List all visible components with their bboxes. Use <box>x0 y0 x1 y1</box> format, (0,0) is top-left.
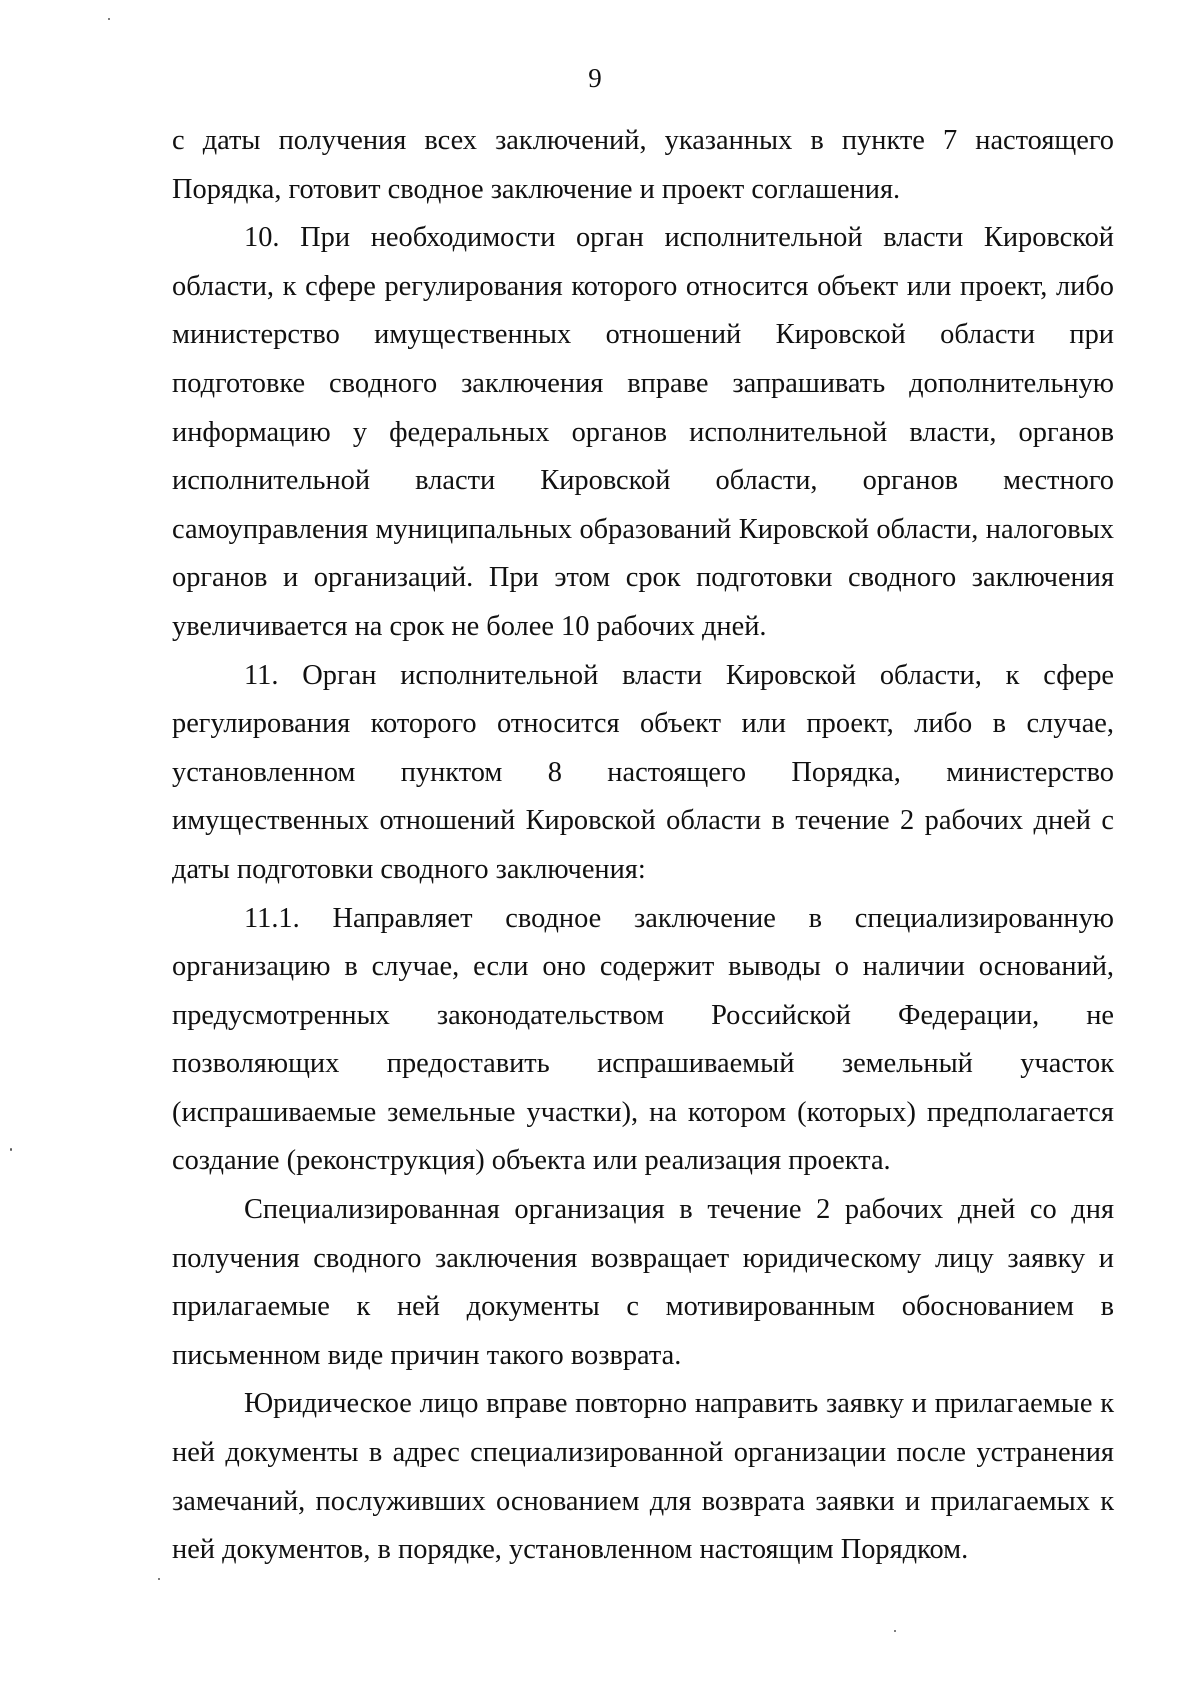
scan-speck <box>158 1578 160 1580</box>
paragraph-item-11-1: 11.1. Направляет сводное заключение в специализированную организацию в случае, если оно содержит выводы о наличии оснований, предусмотренных законодательством Российской Федерации, не позволяющих предоставить испрашиваемый земельный участок (испрашиваемые земельные участки), на котором (которых) предполагается создание (реконструкция) объекта или реализация проекта. <box>172 902 1114 1177</box>
scan-speck <box>894 1630 896 1632</box>
scan-speck <box>108 18 110 20</box>
document-body <box>172 117 1114 1575</box>
scan-speck <box>10 1148 12 1151</box>
paragraph-item-10: 10. При необходимости орган исполнительной власти Кировской области, к сфере регулирования которого относится объект или проект, либо министерство имущественных отношений Кировской области при подготовке сводного заключения вправе запрашивать дополнительную информацию у федеральных органов исполнительной власти, органов исполнительной власти Кировской области, органов местного самоуправления муниципальных образований Кировской области, налоговых органов и организаций. При этом срок подготовки сводного заключения увеличивается на срок не более 10 рабочих дней. <box>172 222 1114 642</box>
paragraph-return-procedure: Специализированная организация в течение 2 рабочих дней со дня получения сводного заключения возвращает юридическому лицу заявку и прилагаемые к ней документы с мотивированным обоснованием в письменном виде причин такого возврата. <box>172 1194 1114 1371</box>
paragraph-resubmission: Юридическое лицо вправе повторно направить заявку и прилагаемые к ней документы в адрес специализированной организации после устранения замечаний, послуживших основанием для возврата заявки и прилагаемых к ней документов, в порядке, установленном настоящим Порядком. <box>172 1388 1114 1566</box>
paragraph-item-11: 11. Орган исполнительной власти Кировской области, к сфере регулирования которого относится объект или проект, либо в случае, установленном пунктом 8 настоящего Порядка, министерство имущественных отношений Кировской области в течение 2 рабочих дней с даты подготовки сводного заключения: <box>172 659 1114 885</box>
paragraph-continuation: с даты получения всех заключений, указанных в пункте 7 настоящего Порядка, готовит сводное заключение и проект соглашения. <box>172 125 1114 205</box>
page-number: 9 <box>588 63 602 93</box>
